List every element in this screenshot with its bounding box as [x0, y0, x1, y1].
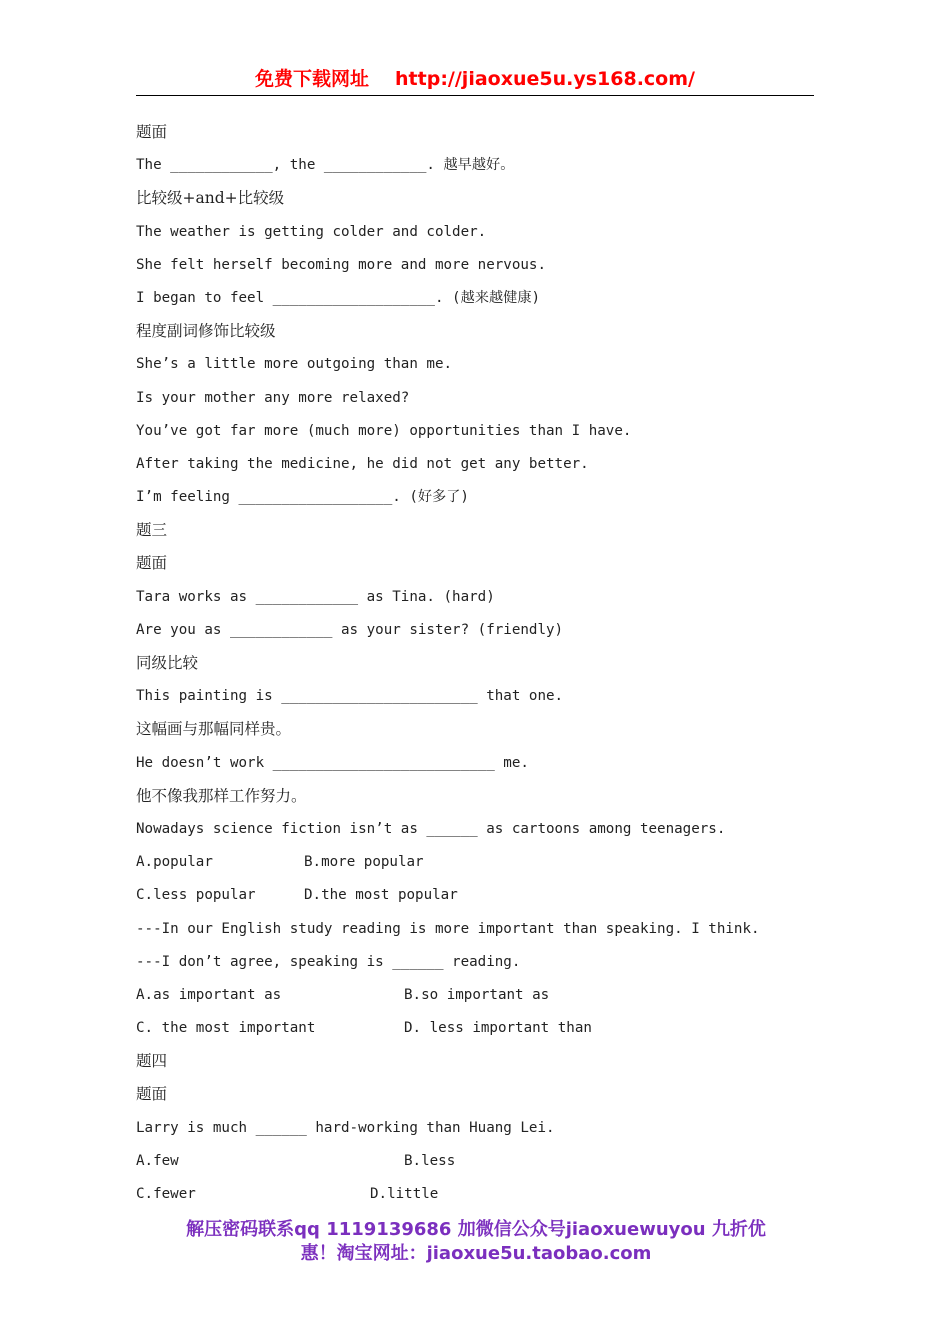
- text-line: After taking the medicine, he did not get any better.: [136, 455, 589, 472]
- translation-line: 他不像我那样工作努力。: [136, 786, 307, 805]
- text-line: She’s a little more outgoing than me.: [136, 356, 453, 373]
- option-c: C.less popular: [136, 887, 256, 904]
- option-row: [136, 979, 816, 1012]
- section-heading: 同级比较: [136, 654, 199, 672]
- text-line: The weather is getting colder and colder.: [136, 223, 487, 240]
- option-a: A.few: [136, 1152, 179, 1169]
- header-url-link[interactable]: http://jiaoxue5u.ys168.com/: [395, 68, 695, 90]
- option-row: [136, 1178, 816, 1211]
- footer-line-1: 解压密码联系qq 1119139686 加微信公众号jiaoxuewuyou 九折优: [186, 1219, 766, 1240]
- page-header: [136, 64, 814, 96]
- option-a: A.popular: [136, 854, 213, 871]
- dialog-line: ---In our English study reading is more important than speaking. I think.: [136, 920, 760, 937]
- text-line: Is your mother any more relaxed?: [136, 389, 410, 406]
- text-line: He doesn’t work __________________________ me.: [136, 754, 529, 771]
- footer-line-2: 惠！淘宝网址：jiaoxue5u.taobao.com: [300, 1243, 652, 1264]
- option-a: A.as important as: [136, 986, 282, 1003]
- header-title: 免费下载网址: [255, 68, 370, 90]
- translation-line: 这幅画与那幅同样贵。: [136, 720, 292, 739]
- option-d: D.the most popular: [304, 887, 458, 904]
- text-line: She felt herself becoming more and more nervous.: [136, 256, 546, 273]
- option-row: [136, 846, 816, 879]
- section-label: 题四: [136, 1052, 168, 1071]
- section-label: 题面: [136, 1085, 168, 1104]
- option-d: D.little: [370, 1186, 439, 1202]
- option-row: [136, 879, 816, 912]
- page-footer: [136, 1218, 816, 1266]
- option-c: C. the most important: [136, 1020, 316, 1037]
- text-line: I began to feel ___________________. (越来越健康): [136, 289, 541, 306]
- option-row: [136, 1145, 816, 1178]
- text-line: Are you as ____________ as your sister? (friendly): [136, 621, 564, 638]
- option-c: C.fewer: [136, 1186, 196, 1202]
- option-d: D. less important than: [404, 1020, 592, 1037]
- text-line: Tara works as ____________ as Tina. (hard): [136, 588, 495, 605]
- question-line: Larry is much ______ hard-working than Huang Lei.: [136, 1119, 555, 1136]
- option-b: B.less: [404, 1152, 456, 1169]
- dialog-line: ---I don’t agree, speaking is ______ reading.: [136, 953, 521, 970]
- option-b: B.so important as: [404, 986, 550, 1003]
- option-b: B.more popular: [304, 854, 424, 871]
- text-line: The ____________, the ____________. 越早越好。: [136, 157, 515, 174]
- section-label: 题面: [136, 123, 168, 141]
- question-line: Nowadays science fiction isn’t as ______ as cartoons among teenagers.: [136, 820, 726, 837]
- text-line: I’m feeling __________________. (好多了): [136, 489, 469, 506]
- text-line: You’ve got far more (much more) opportunities than I have.: [136, 422, 632, 439]
- section-label: 题面: [136, 554, 168, 573]
- section-heading: 程度副词修饰比较级: [136, 322, 276, 341]
- text-line: This painting is _______________________ that one.: [136, 688, 564, 705]
- option-row: [136, 1012, 816, 1045]
- section-heading: 比较级+and+比较级: [136, 189, 285, 208]
- document-body: [136, 116, 816, 1211]
- section-label: 题三: [136, 521, 168, 540]
